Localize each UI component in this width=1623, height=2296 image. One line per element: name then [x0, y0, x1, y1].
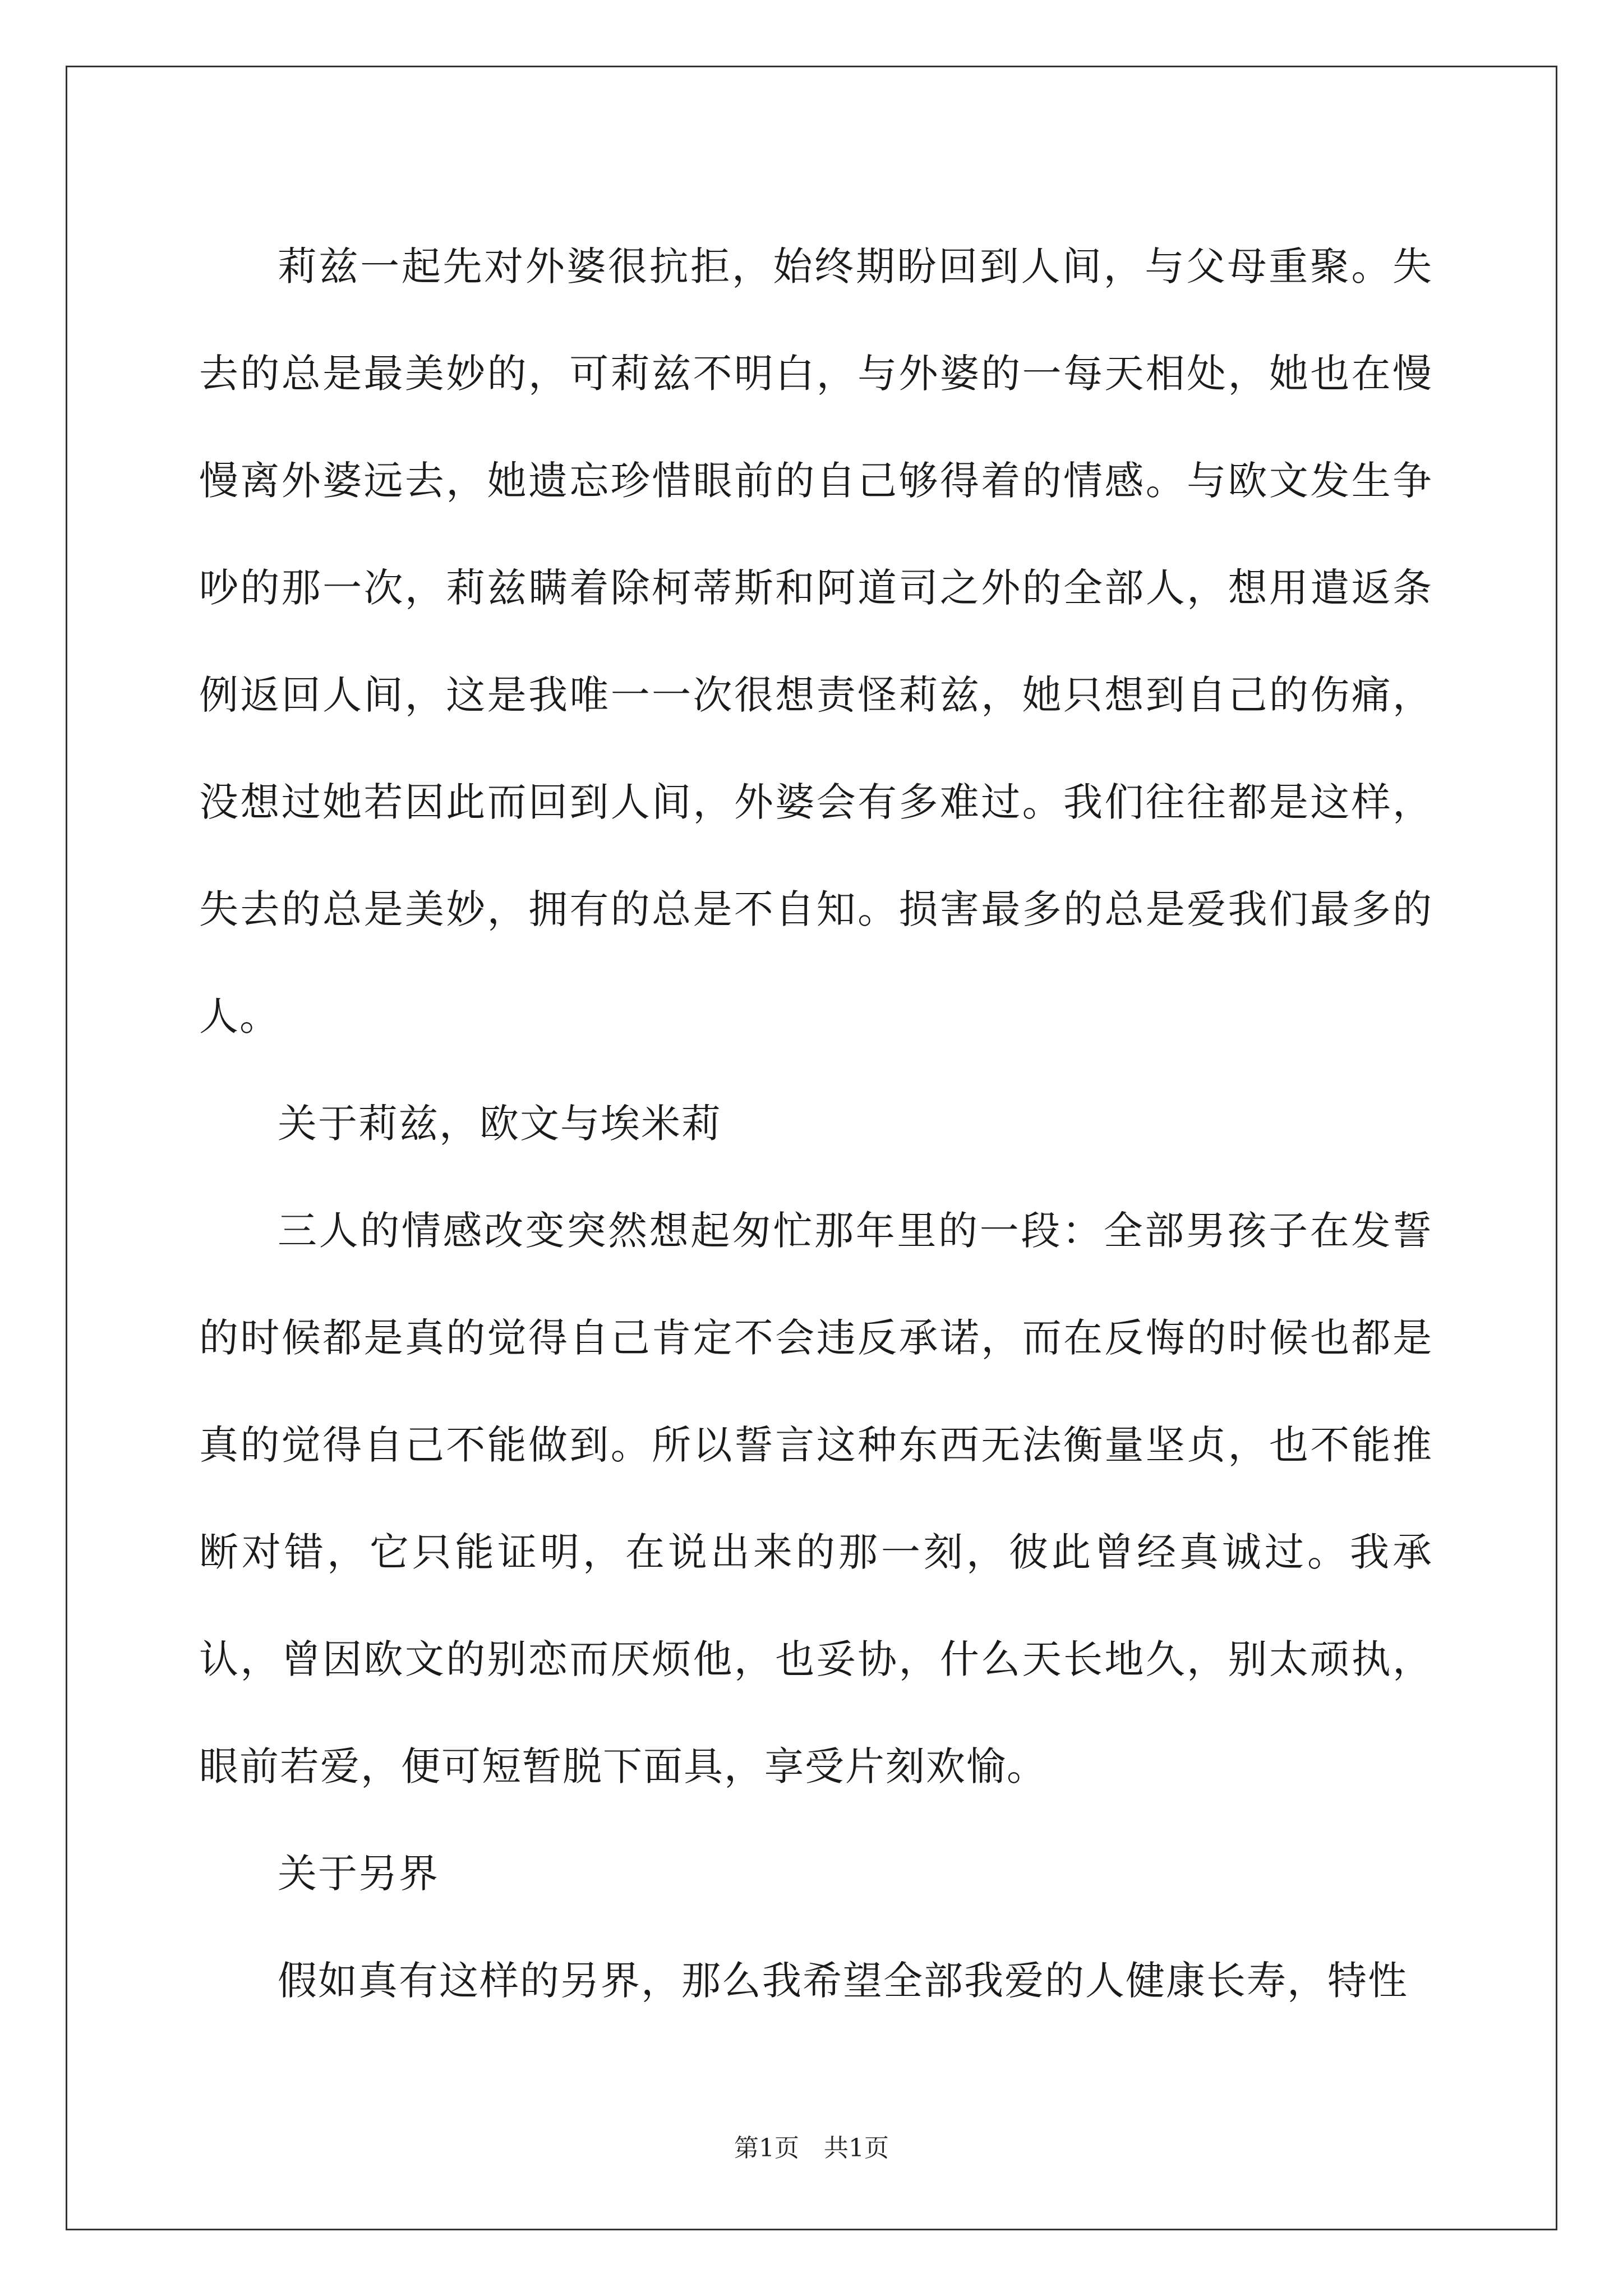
paragraph-2: 三人的情感改变突然想起匆忙那年里的一段：全部男孩子在发誓的时候都是真的觉得自己肯定不会违反承诺，而在反悔的时候也都是真的觉得自己不能做到。所以誓言这种东西无法衡量坚贞，也不能推断对错，它只能证明，在说出来的那一刻，彼此曾经真诚过。我承认，曾因欧文的别恋而厌烦他，也妥协，什么天长地久，别太顽执，眼前若爱，便可短暂脱下面具，享受片刻欢愉。 — [199, 1208, 1433, 1789]
section-heading-afterworld: 关于另界 — [278, 1851, 439, 1897]
paragraph-3: 假如真有这样的另界，那么我希望全部我爱的人健康长寿，特性 — [278, 1958, 1408, 2004]
section-heading-lizzie-owen-emily: 关于莉兹，欧文与埃米莉 — [278, 1101, 722, 1147]
page-footer: 第1页 共1页 — [734, 2134, 889, 2162]
document-body — [199, 213, 1433, 2035]
paragraph-1: 莉兹一起先对外婆很抗拒，始终期盼回到人间，与父母重聚。失去的总是最美妙的，可莉兹不明白，与外婆的一每天相处，她也在慢慢离外婆远去，她遗忘珍惜眼前的自己够得着的情感。与欧文发生争吵的那一次，莉兹瞒着除柯蒂斯和阿道司之外的全部人，想用遣返条例返回人间，这是我唯一一次很想责怪莉兹，她只想到自己的伤痛，没想过她若因此而回到人间，外婆会有多难过。我们往往都是这样，失去的总是美妙，拥有的总是不自知。损害最多的总是爱我们最多的人。 — [199, 243, 1433, 1039]
